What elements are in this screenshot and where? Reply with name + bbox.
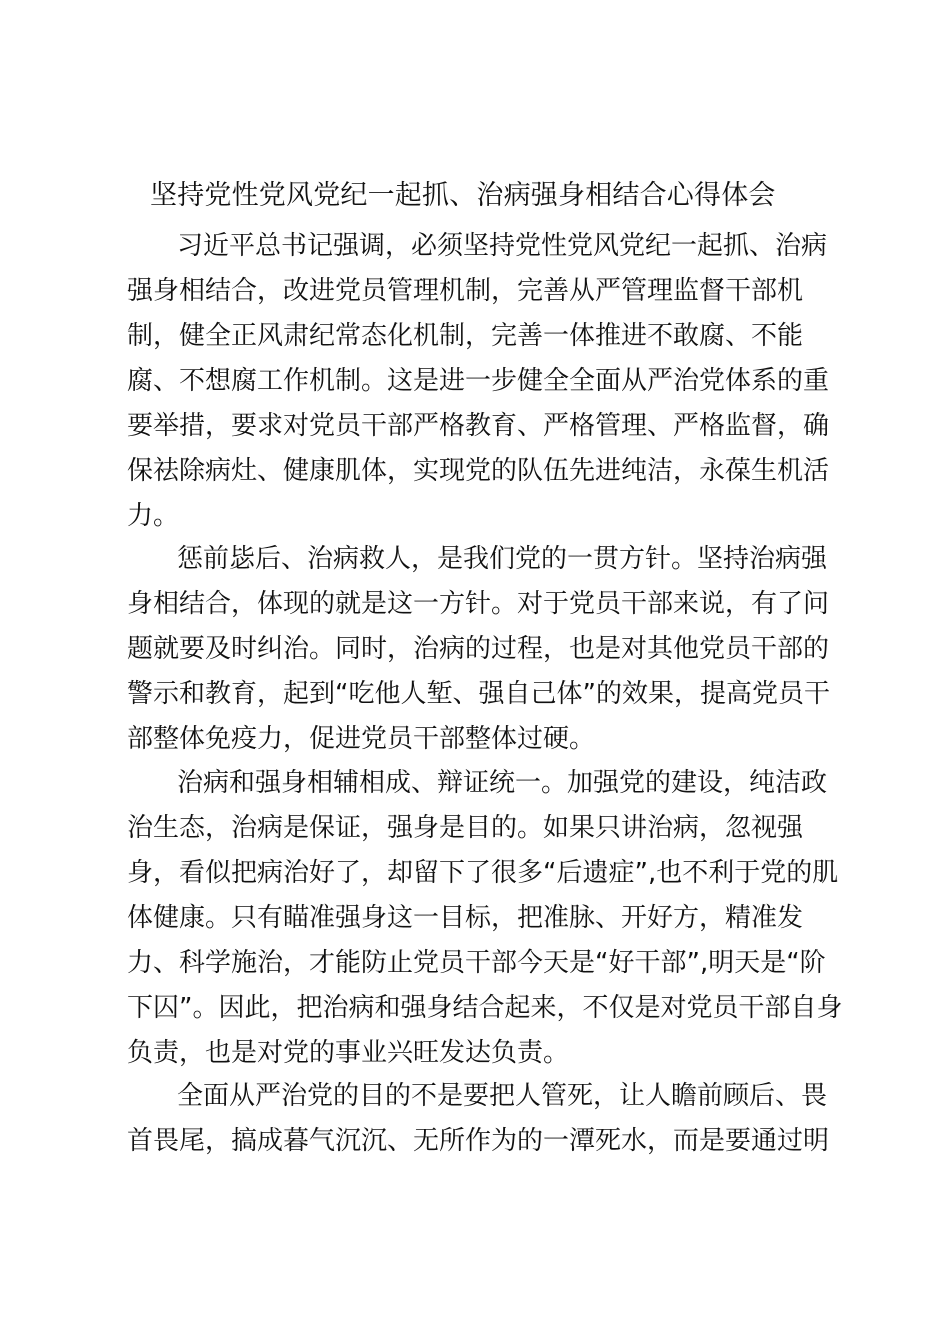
paragraph-line: 习近平总书记强调，必须坚持党性党风党纪一起抓、治病 bbox=[177, 231, 828, 261]
paragraph-line: 身，看似把病治好了，却留下了很多“后遗症”,也不利于党的肌 bbox=[127, 858, 839, 888]
paragraph-line: 强身相结合，改进党员管理机制，完善从严管理监督干部机 bbox=[127, 276, 804, 306]
paragraph-line: 下囚”。因此，把治病和强身结合起来，不仅是对党员干部自身 bbox=[127, 993, 843, 1023]
paragraph-line: 身相结合，体现的就是这一方针。对于党员干部来说，有了问 bbox=[127, 589, 830, 619]
paragraph-line: 保祛除病灶、健康肌体，实现党的队伍先进纯洁，永葆生机活 bbox=[127, 456, 830, 486]
paragraph-line: 负责，也是对党的事业兴旺发达负责。 bbox=[127, 1038, 570, 1068]
paragraph-line: 要举措，要求对党员干部严格教育、严格管理、严格监督，确 bbox=[127, 411, 830, 441]
paragraph-line: 惩前毖后、治病救人，是我们党的一贯方针。坚持治病强 bbox=[177, 544, 828, 574]
paragraph-line: 警示和教育，起到“吃他人堑、强自己体”的效果，提高党员干 bbox=[127, 679, 830, 709]
paragraph-line: 题就要及时纠治。同时，治病的过程，也是对其他党员干部的 bbox=[127, 634, 830, 664]
paragraph-line: 首畏尾，搞成暮气沉沉、无所作为的一潭死水，而是要通过明 bbox=[127, 1126, 830, 1156]
paragraph-line: 治病和强身相辅相成、辩证统一。加强党的建设，纯洁政 bbox=[177, 768, 828, 798]
paragraph-line: 体健康。只有瞄准强身这一目标，把准脉、开好方，精准发 bbox=[127, 903, 804, 933]
document-title: 坚持党性党风党纪一起抓、治病强身相结合心得体会 bbox=[150, 180, 776, 211]
paragraph-line: 力。 bbox=[127, 501, 180, 531]
paragraph-line: 全面从严治党的目的不是要把人管死，让人瞻前顾后、畏 bbox=[177, 1081, 828, 1111]
paragraph-line: 治生态，治病是保证，强身是目的。如果只讲治病，忽视强 bbox=[127, 813, 804, 843]
paragraph-line: 腐、不想腐工作机制。这是进一步健全全面从严治党体系的重 bbox=[127, 366, 830, 396]
paragraph-line: 力、科学施治，才能防止党员干部今天是“好干部”,明天是“阶 bbox=[127, 948, 826, 978]
paragraph-line: 制，健全正风肃纪常态化机制，完善一体推进不敢腐、不能 bbox=[127, 321, 804, 351]
paragraph-line: 部整体免疫力，促进党员干部整体过硬。 bbox=[127, 724, 596, 754]
